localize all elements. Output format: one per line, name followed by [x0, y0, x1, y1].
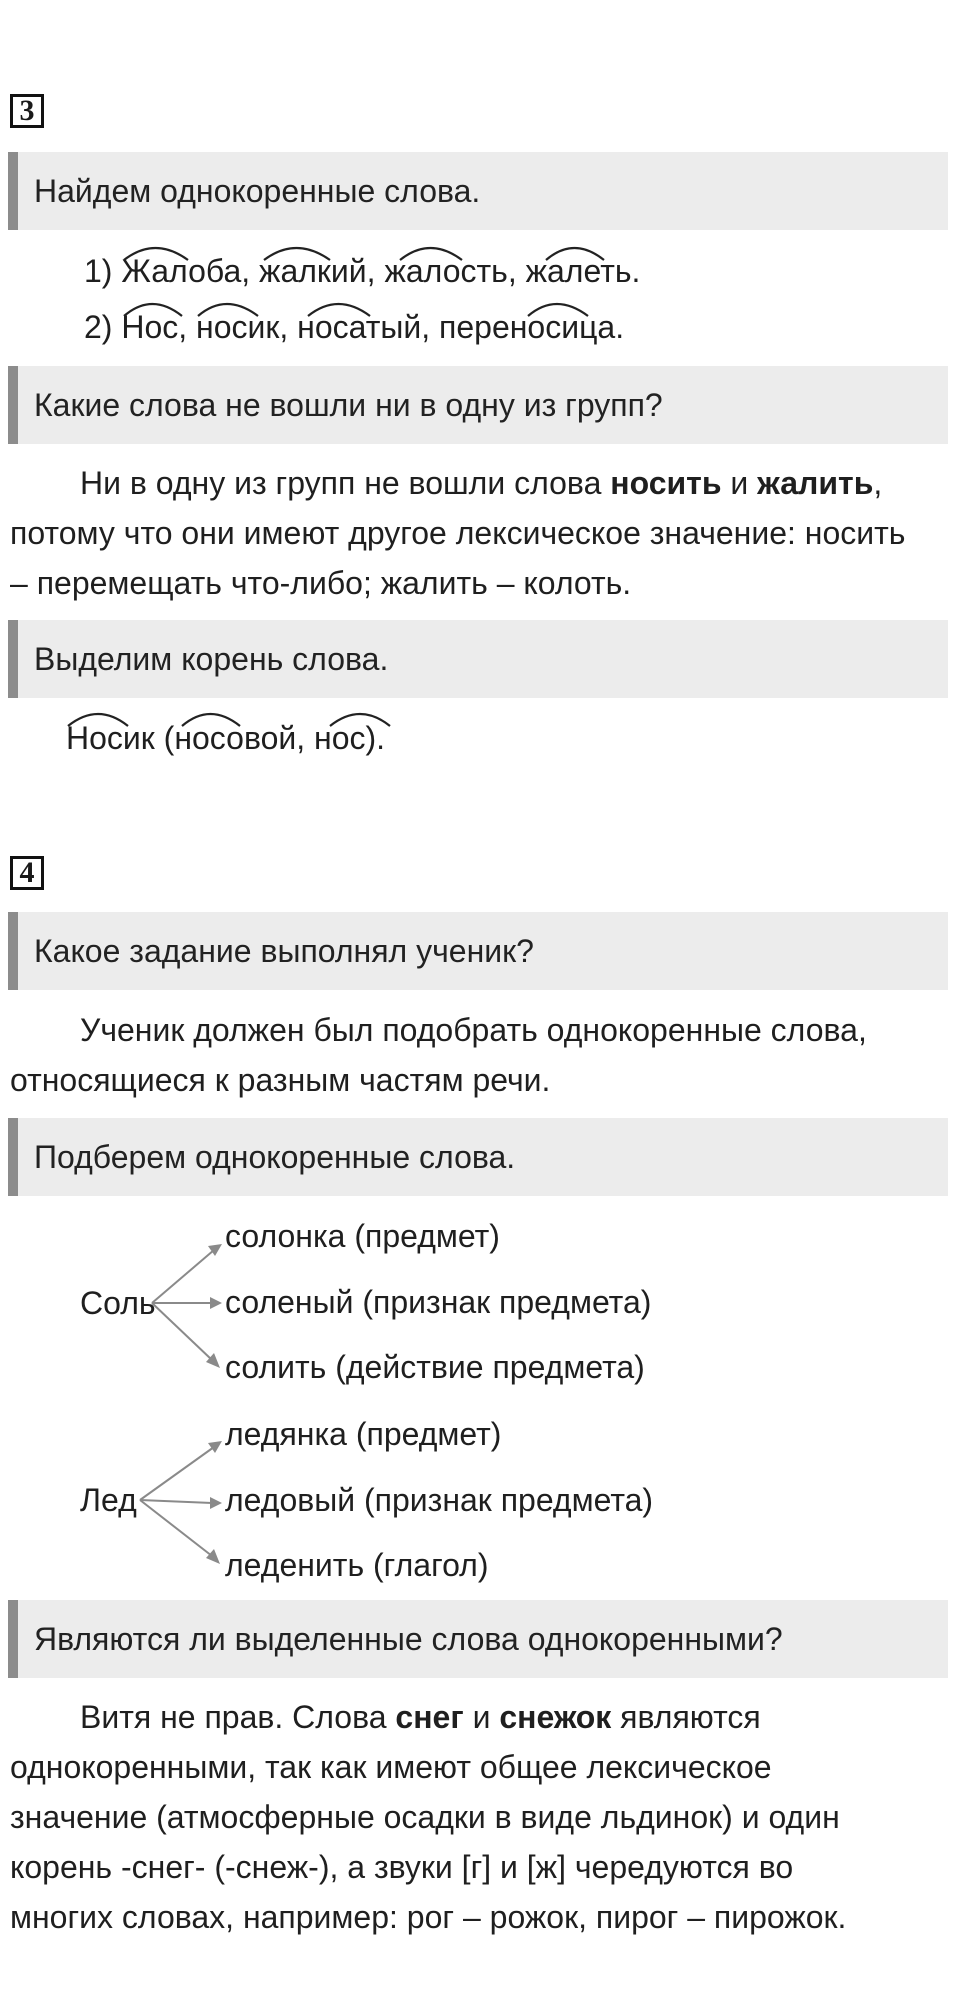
task-number-3: 3	[10, 94, 44, 128]
root-example-line: Носик (носовой, нос).	[66, 720, 386, 756]
arrowhead-led-ledyanka	[208, 1441, 222, 1453]
arrow-led-ledyanka	[140, 1447, 214, 1500]
arrowhead-led-ledenit	[206, 1549, 220, 1564]
answer-line-2: однокоренными, так как имеют общее лексическое	[10, 1749, 772, 1785]
question-bar-find-cognates: Найдем однокоренные слова.	[8, 152, 948, 230]
answer-line-4: корень -снег- (-снеж-), а звуки [г] и [ж] чередуются во	[10, 1849, 794, 1885]
answer-line-5: многих словах, например: рог – рожок, пирог – пирожок.	[10, 1899, 847, 1935]
tree-root-sol: Соль	[80, 1285, 156, 1321]
answer-line-2: потому что они имеют другое лексическое значение: носить	[10, 515, 906, 551]
arrow-led-ledovyy	[140, 1500, 212, 1503]
arrow-sol-solonka	[152, 1250, 214, 1303]
tree-item-ledenit: леденить (глагол)	[225, 1547, 489, 1583]
answer-line-1: Ни в одну из групп не вошли слова носить и жалить,	[80, 465, 883, 501]
answer-line-3: – перемещать что-либо; жалить – колоть.	[10, 565, 632, 601]
answer-line-2: относящиеся к разным частям речи.	[10, 1062, 551, 1098]
tree-item-solonka: солонка (предмет)	[225, 1218, 500, 1254]
answer-line-1: Витя не прав. Слова снег и снежок являются	[80, 1699, 761, 1735]
arrowhead-sol-solenyy	[210, 1297, 222, 1309]
tree-item-solenyy: соленый (признак предмета)	[225, 1284, 652, 1320]
cognate-group-2: 2) Нос, носик, носатый, переносица.	[84, 309, 625, 345]
arrowhead-led-ledovyy	[210, 1497, 222, 1509]
question-bar-excluded-words: Какие слова не вошли ни в одну из групп?	[8, 366, 948, 444]
tree-item-ledyanka: ледянка (предмет)	[225, 1416, 502, 1452]
tree-root-led: Лед	[80, 1482, 137, 1518]
question-bar-pick-cognates: Подберем однокоренные слова.	[8, 1118, 948, 1196]
question-bar-highlight-root: Выделим корень слова.	[8, 620, 948, 698]
tree-item-solit: солить (действие предмета)	[225, 1349, 645, 1385]
tree-item-ledovyy: ледовый (признак предмета)	[225, 1482, 654, 1518]
question-bar-highlighted-words: Являются ли выделенные слова однокоренными?	[8, 1600, 948, 1678]
question-bar-student-task: Какое задание выполнял ученик?	[8, 912, 948, 990]
task-number-4: 4	[10, 856, 44, 890]
arrow-led-ledenit	[140, 1500, 212, 1556]
answer-line-3: значение (атмосферные осадки в виде льдинок) и один	[10, 1799, 840, 1835]
arrow-sol-solit	[152, 1303, 212, 1360]
answer-highlighted-words	[10, 1692, 950, 1942]
answer-line-1: Ученик должен был подобрать однокоренные слова,	[80, 1012, 867, 1048]
cognate-group-1: 1) Жалоба, жалкий, жалость, жалеть.	[84, 253, 641, 289]
